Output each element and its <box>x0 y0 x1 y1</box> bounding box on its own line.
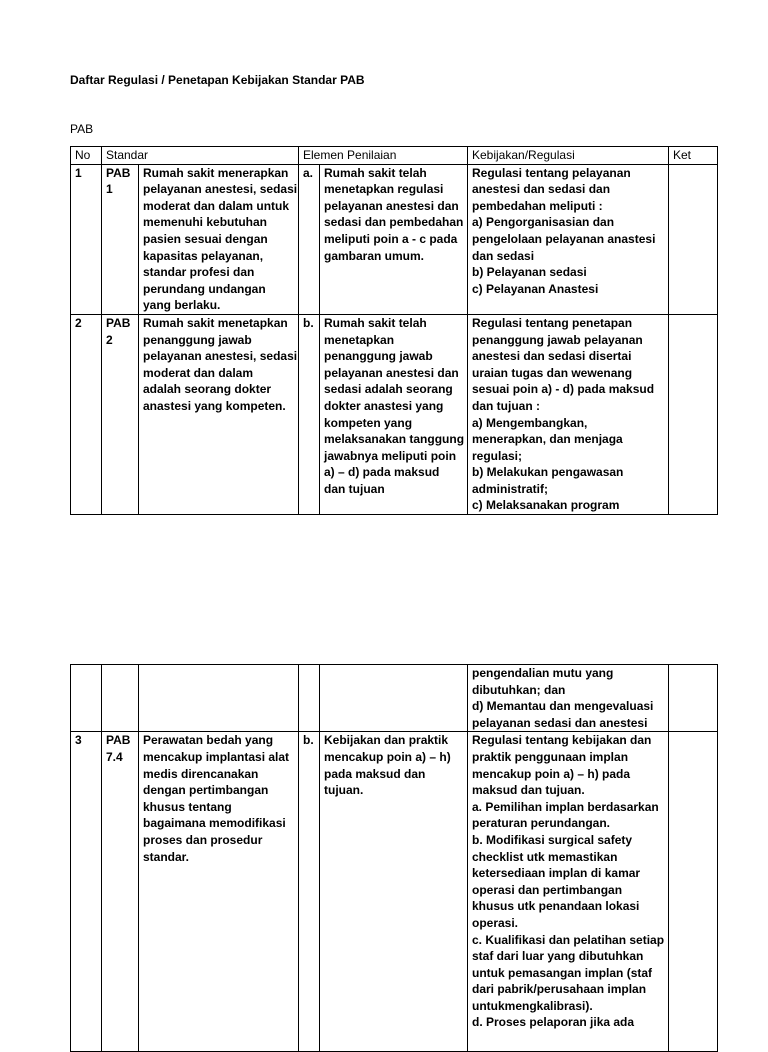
element-text: Rumah sakit telah menetapkan regulasi pelayanan anestesi dan sedasi dan pembedahan meliputi poin a - c pada gambaran umum. <box>320 164 468 314</box>
notes-cell <box>669 314 718 514</box>
standard-code: PAB 1 <box>102 164 139 314</box>
element-letter <box>299 665 320 732</box>
regulation-table <box>70 146 718 515</box>
document-title: Daftar Regulasi / Penetapan Kebijakan Standar PAB <box>70 73 365 87</box>
header-standar: Standar <box>102 147 299 165</box>
header-ket: Ket <box>669 147 718 165</box>
policy-text: pengendalian mutu yang dibutuhkan; dan d) Memantau dan mengevaluasi pelayanan sedasi dan anestesi <box>468 665 669 732</box>
policy-text: Regulasi tentang kebijakan dan praktik penggunaan implan mencakup poin a) – h) pada maksud dan tujuan. a. Pemilihan implan berdasarkan peraturan perundangan. b. Modifikasi surgical safety checklist utk memastikan ketersediaan implan di kamar operasi dan pertimbangan khusus utk penandaan lokasi operasi. c. Kualifikasi dan pelatihan setiap staf dari luar yang dibutuhkan untuk pemasangan implan (staf dari pabrik/perusahaan implan untukmengkalibrasi). d. Proses pelaporan jika ada <box>468 732 669 1052</box>
element-text <box>320 665 468 732</box>
standard-text <box>139 665 299 732</box>
table-row <box>71 665 718 732</box>
element-text: Rumah sakit telah menetapkan penanggung jawab pelayanan anestesi dan sedasi adalah seorang dokter anastesi yang kompeten yang melaksanakan tanggung jawabnya meliputi poin a) – d) pada maksud dan tujuan <box>320 314 468 514</box>
row-number: 1 <box>71 164 102 314</box>
table-header-row <box>71 147 718 165</box>
standard-text: Rumah sakit menerapkan pelayanan anestesi, sedasi moderat dan dalam untuk memenuhi kebutuhan pasien sesuai dengan kapasitas pelayanan, standar profesi dan perundang undangan yang berlaku. <box>139 164 299 314</box>
element-text: Kebijakan dan praktik mencakup poin a) – h) pada maksud dan tujuan. <box>320 732 468 1052</box>
row-number: 2 <box>71 314 102 514</box>
standard-text: Rumah sakit menetapkan penanggung jawab pelayanan anestesi, sedasi moderat dan dalam adalah seorang dokter anastesi yang kompeten. <box>139 314 299 514</box>
regulation-table-continued <box>70 664 718 1052</box>
standard-code: PAB 7.4 <box>102 732 139 1052</box>
header-elemen-penilaian: Elemen Penilaian <box>299 147 468 165</box>
standard-code <box>102 665 139 732</box>
row-number: 3 <box>71 732 102 1052</box>
header-no: No <box>71 147 102 165</box>
policy-text: Regulasi tentang pelayanan anestesi dan sedasi dan pembedahan meliputi : a) Pengorganisasian dan pengelolaan pelayanan anastesi dan sedasi b) Pelayanan sedasi c) Pelayanan Anastesi <box>468 164 669 314</box>
element-letter: b. <box>299 314 320 514</box>
section-label: PAB <box>70 122 94 136</box>
header-kebijakan-regulasi: Kebijakan/Regulasi <box>468 147 669 165</box>
standard-code: PAB 2 <box>102 314 139 514</box>
standard-text: Perawatan bedah yang mencakup implantasi alat medis direncanakan dengan pertimbangan khusus tentang bagaimana memodifikasi proses dan prosedur standar. <box>139 732 299 1052</box>
policy-text: Regulasi tentang penetapan penanggung jawab pelayanan anestesi dan sedasi disertai uraian tugas dan wewenang sesuai poin a) - d) pada maksud dan tujuan : a) Mengembangkan, menerapkan, dan menjaga regulasi; b) Melakukan pengawasan administratif; c) Melaksanakan program <box>468 314 669 514</box>
table-row <box>71 164 718 314</box>
table-row <box>71 314 718 514</box>
row-number <box>71 665 102 732</box>
notes-cell <box>669 665 718 732</box>
table-row <box>71 732 718 1052</box>
element-letter: a. <box>299 164 320 314</box>
notes-cell <box>669 164 718 314</box>
element-letter: b. <box>299 732 320 1052</box>
notes-cell <box>669 732 718 1052</box>
